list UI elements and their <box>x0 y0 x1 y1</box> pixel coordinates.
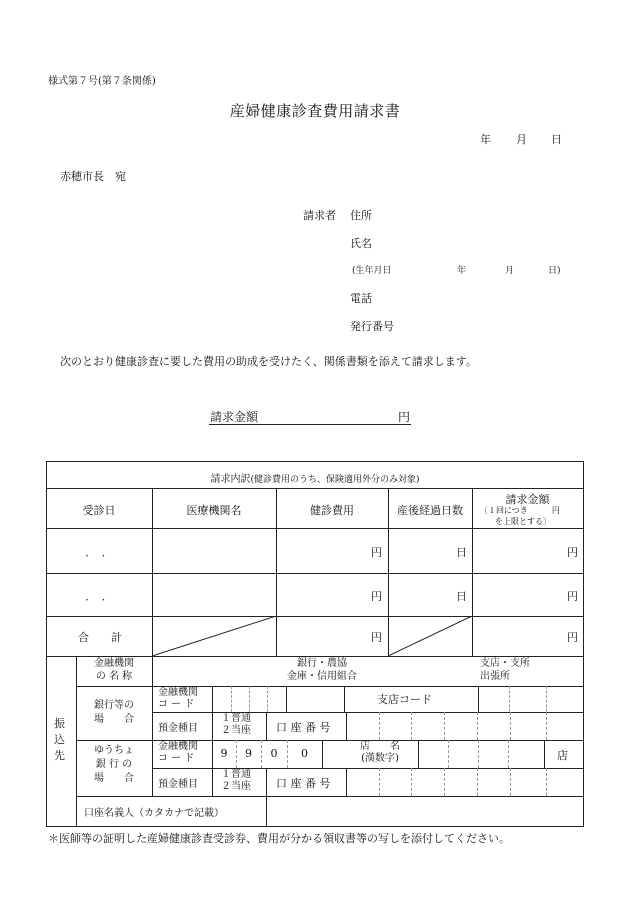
claimant-address-label: 住所 <box>350 209 372 222</box>
header-claim: 請求金額 <box>505 493 550 506</box>
yucho-code-digit-4: 0 <box>301 747 308 760</box>
row1-date: ． ． <box>85 546 113 559</box>
form-number: 様式第７号(第７条関係) <box>48 76 156 87</box>
date-month: 月 <box>516 133 527 146</box>
yucho-code-digit-1: 9 <box>220 747 228 760</box>
form-title: 産婦健康診査費用請求書 <box>229 102 401 120</box>
breakdown-title: 請求内訳(健診費用のうち、保険適用外分のみ対象) <box>210 474 420 485</box>
total-facility-slash <box>152 616 277 657</box>
birth-month: 月 <box>505 266 515 276</box>
store-name-label: 店 名 (漢数字) <box>360 741 400 764</box>
yucho-code-digit-3: 0 <box>270 747 278 760</box>
yucho-deposit-type-label: 預金種目 <box>158 779 198 790</box>
row1-day-unit: 日 <box>456 546 467 559</box>
row1-claim-unit: 円 <box>567 546 578 559</box>
date-year: 年 <box>480 133 491 146</box>
claim-statement: 次のとおり健康診査に要した費用の助成を受けたく、関係書類を添えて請求します。 <box>60 355 477 368</box>
header-days: 産後経過日数 <box>397 504 463 517</box>
store-suffix: 店 <box>557 749 568 762</box>
account-holder-label: 口座名義人（カタカナで記載） <box>84 808 224 819</box>
bank-fi-code-label: 金融機関 コ ー ド <box>158 687 198 710</box>
yucho-account-number-label: 口 座 番 号 <box>276 777 331 790</box>
yucho-fi-code-label: 金融機関 コ ー ド <box>158 741 198 764</box>
issue-number-label: 発行番号 <box>350 320 394 333</box>
bank-deposit-type-label: 預金種目 <box>158 723 198 734</box>
header-claim-note1: 〔１回につき 円 <box>480 506 560 515</box>
claim-amount-underline <box>209 424 411 425</box>
footnote: ＊医師等の証明した産婦健康診査受診券、費用が分かる領収書等の写しを添付してください。 <box>48 832 510 845</box>
header-claim-note2: を上限とする〕 <box>495 517 551 526</box>
yucho-deposit-options: １普通 ２当座 <box>221 769 251 792</box>
claimant-phone-label: 電話 <box>350 292 372 305</box>
total-claim-unit: 円 <box>567 631 578 644</box>
birth-year: 年 <box>457 266 467 276</box>
claimant-name-label: 氏名 <box>350 237 372 250</box>
row2-day-unit: 日 <box>456 590 467 603</box>
row2-date: ． ． <box>85 590 113 603</box>
bank-deposit-options: １普通 ２当座 <box>221 713 251 736</box>
bank-account-number-label: 口 座 番 号 <box>276 721 331 734</box>
header-fee: 健診費用 <box>310 504 354 517</box>
row2-claim-unit: 円 <box>567 590 578 603</box>
total-days-slash <box>388 616 473 657</box>
total-fee-unit: 円 <box>371 631 382 644</box>
row1-fee-unit: 円 <box>371 546 382 559</box>
branch-code-label: 支店コード <box>377 693 432 706</box>
claim-amount-label: 請求金額 <box>210 410 259 424</box>
birthdate-label: (生年月日 <box>352 266 392 276</box>
header-visit-date: 受診日 <box>82 504 116 517</box>
date-day: 日 <box>551 133 562 146</box>
bank-case-label: 銀行等の 場 合 <box>94 700 134 725</box>
transfer-side-label: 振 込 先 <box>54 717 65 762</box>
total-label: 合 計 <box>78 631 122 644</box>
yucho-code-digit-2: 9 <box>245 747 252 760</box>
branch-type-options: 支店・支所 出張所 <box>480 658 530 682</box>
claim-amount-unit: 円 <box>398 410 411 424</box>
claimant-label: 請求者 <box>303 209 336 222</box>
fi-type-options: 銀行・農協 金庫・信用組合 <box>287 658 357 682</box>
fi-name-label: 金融機関 の 名 称 <box>94 658 134 682</box>
row2-fee-unit: 円 <box>371 590 382 603</box>
yucho-case-label: ゆうちょ 銀 行 の 場 合 <box>94 745 134 784</box>
birth-day: 日) <box>548 266 561 276</box>
header-facility: 医療機関名 <box>186 504 242 517</box>
addressee: 赤穂市長 宛 <box>60 170 126 183</box>
